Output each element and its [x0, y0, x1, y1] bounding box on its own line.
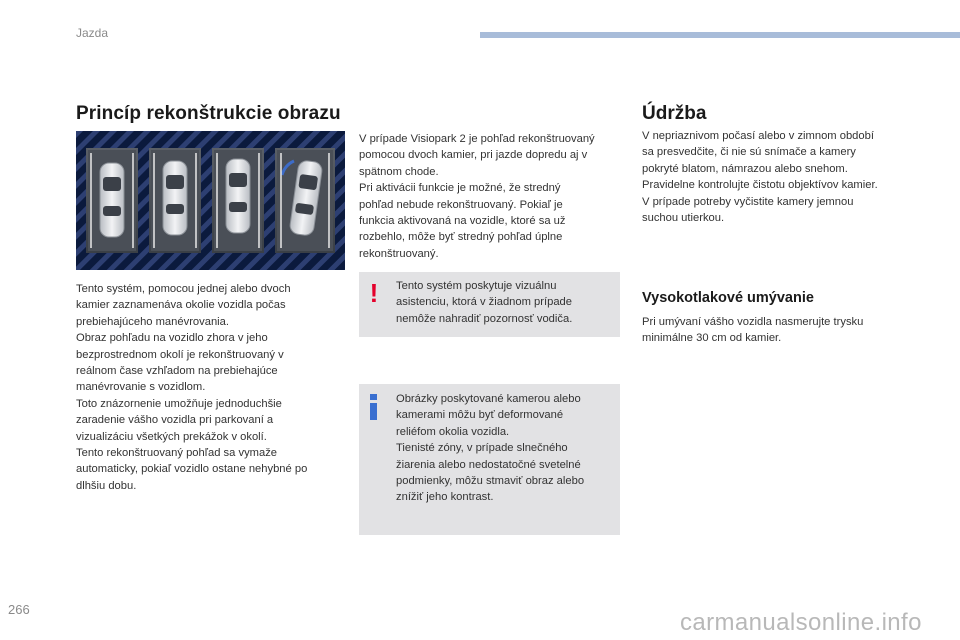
warning-icon: !: [369, 278, 379, 308]
section-label: Jazda: [76, 26, 109, 40]
camera-view-frame-4: [275, 148, 335, 253]
warning-text: Tento systém poskytuje vizuálnu asistenciu, ktorá v žiadnom prípade nemôže nahradiť pozornosť vodiča.: [396, 280, 573, 325]
info-note: [359, 384, 620, 535]
warning-note: [359, 272, 620, 337]
maintenance-paragraph: V nepriaznivom počasí alebo v zimnom období sa presvedčite, či nie sú snímače a kamery pokryté blatom, námrazou alebo snehom. Pravidelne kontrolujte čistotu objektívov kamier. V prípade potreby vyčistite kamery jemnou suchou utierkou.: [642, 130, 878, 225]
title-high-pressure-washing: Vysokotlakové umývanie: [642, 290, 814, 306]
info-text: Obrázky poskytované kamerou alebo kamerami môžu byť deformované reliéfom okolia vozidla. Tienisté zóny, v prípade slnečného žiarenia alebo nedostatočné svetelné podmienky, môžu stmaviť obraz alebo znížiť jeho kontrast.: [396, 393, 585, 504]
intro-text: [76, 281, 344, 494]
title-maintenance: Údržba: [642, 103, 707, 124]
title-image-reconstruction: Princíp rekonštrukcie obrazu: [76, 103, 341, 124]
maintenance-text: [642, 128, 922, 226]
camera-view-frame-1: [86, 148, 138, 253]
visiopark-paragraph: V prípade Visiopark 2 je pohľad rekonštruovaný pomocou dvoch kamier, pri jazde dopredu aj v spätnom chode. Pri aktivácii funkcie je možné, že stredný pohľad nebude rekonštruovaný. Pokiaľ je funkcia aktivovaná na vozidle, ktoré sa už rozbehlo, môže byť stredný pohľad úplne rekonštruovaný.: [359, 133, 595, 260]
washing-text: [642, 314, 922, 347]
visiopark-text: [359, 131, 627, 262]
page-number: 266: [8, 602, 30, 617]
parking-reconstruction-illustration: [76, 131, 345, 270]
header-accent-bar: [480, 32, 960, 38]
intro-paragraph: Tento systém, pomocou jednej alebo dvoch kamier zaznamenáva okolie vozidla počas prebiehajúceho manévrovania. Obraz pohľadu na vozidlo zhora v jeho bezprostrednom okolí je rekonštruovaný v reálnom čase vzhľadom na prebiehajúce manévrovanie s vozidlom. Toto znázornenie umožňuje jednoduchšie zaradenie vášho vozidla pri parkovaní a vizualizáciu všetkých prekážok v okolí. Tento rekonštruovaný pohľad sa vymaže automaticky, pokiaľ vozidlo ostane nehybné po dlhšiu dobu.: [76, 283, 308, 492]
camera-view-frame-2: [149, 148, 201, 253]
camera-view-frame-3: [212, 148, 264, 253]
watermark: carmanualsonline.info: [680, 609, 922, 636]
info-icon: [370, 394, 378, 420]
washing-paragraph: Pri umývaní vášho vozidla nasmerujte trysku minimálne 30 cm od kamier.: [642, 316, 864, 345]
